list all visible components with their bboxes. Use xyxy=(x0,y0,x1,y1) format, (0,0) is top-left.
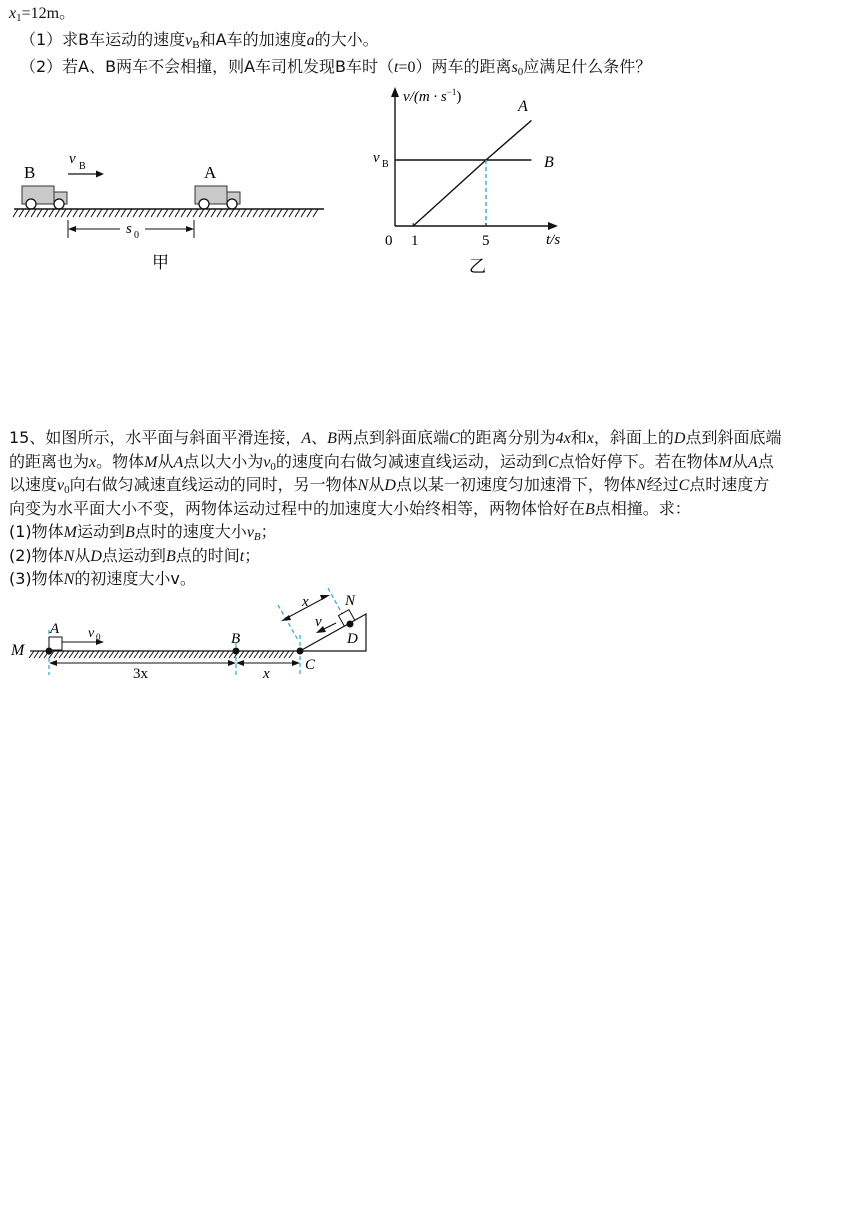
hatch-mark xyxy=(181,209,186,217)
q15-text-token: N xyxy=(635,477,647,494)
caption-yi: 乙 xyxy=(469,257,486,276)
q15-text-token: 0 xyxy=(270,460,276,473)
q15-text-token: 0 xyxy=(64,484,70,496)
hatch-mark xyxy=(104,651,109,658)
hatch-mark xyxy=(73,209,78,217)
hatch-mark xyxy=(139,651,144,658)
q15-row-4 xyxy=(9,498,849,522)
q15-text-token: v xyxy=(246,524,254,541)
vb-sub: B xyxy=(79,161,86,172)
label-v: v xyxy=(315,614,322,630)
q15-text-token: A xyxy=(747,453,758,471)
x-bottom-arrowhead-left xyxy=(236,660,244,666)
q15-ground-hatch xyxy=(29,651,294,658)
vb-label: v xyxy=(69,151,76,167)
label-n: N xyxy=(345,593,356,609)
q15-text-token: 从 xyxy=(368,475,385,494)
y-axis-arrowhead xyxy=(391,87,399,97)
hatch-mark xyxy=(244,651,249,658)
q15-text-token: 运动到 xyxy=(77,522,126,541)
hatch-mark xyxy=(61,209,66,217)
hatch-mark xyxy=(289,209,294,217)
q15-text-token: 。物体 xyxy=(96,451,145,471)
q15-text-token: (3)物体 xyxy=(9,569,64,588)
q15-text-token: 向右做匀减速直线运动的同时，另一物体 xyxy=(69,475,358,494)
hatch-mark xyxy=(284,651,289,658)
s0-sub: 0 xyxy=(134,230,139,241)
hatch-mark xyxy=(295,209,300,217)
hatch-mark xyxy=(199,209,204,217)
q15-row-1 xyxy=(9,427,849,451)
hatch-mark xyxy=(13,209,18,217)
hatch-mark xyxy=(219,651,224,658)
three-x-arrowhead-left xyxy=(49,660,57,666)
hatch-mark xyxy=(189,651,194,658)
label-m: M xyxy=(11,642,25,659)
hatch-mark xyxy=(129,651,134,658)
question-14-1: （1）求B车运动的速度$v_B$和A车的加速度a的大小。 xyxy=(20,30,379,51)
q15-text-token: (1)物体 xyxy=(9,522,64,541)
point-a xyxy=(46,648,53,655)
hatch-mark xyxy=(84,651,89,658)
q15-text-token: 、 xyxy=(311,428,328,447)
label-x-top: x xyxy=(302,594,309,610)
q15-text-token: 经过 xyxy=(646,475,679,494)
hatch-mark xyxy=(99,651,104,658)
q15-text-token: ； xyxy=(260,522,277,541)
hatch-mark xyxy=(229,209,234,217)
hatch-mark xyxy=(103,209,108,217)
q15-text-token: 的速度向右做匀减速直线运动，运动到 xyxy=(275,451,548,471)
q15-text-token: 点运动到 xyxy=(101,545,166,565)
q15-text-token: 的距离也为 xyxy=(9,451,90,471)
series-line-a xyxy=(413,120,531,226)
hatch-mark xyxy=(269,651,274,658)
q15-text-token: C xyxy=(547,453,559,471)
q15-text-token: 4x xyxy=(555,430,571,447)
hatch-mark xyxy=(25,209,30,217)
hatch-mark xyxy=(283,209,288,217)
car-b-icon xyxy=(22,186,67,209)
hatch-mark xyxy=(265,209,270,217)
q15-text-token: B xyxy=(585,500,595,518)
q15-text-token: D xyxy=(384,477,396,494)
hatch-mark xyxy=(271,209,276,217)
hatch-mark xyxy=(37,209,42,217)
s0-arrowhead-right xyxy=(186,226,194,232)
hatch-mark xyxy=(259,651,264,658)
hatch-mark xyxy=(115,209,120,217)
hatch-mark xyxy=(217,209,222,217)
q15-text-token: 的初速度大小v。 xyxy=(74,569,196,588)
figure-jia xyxy=(0,140,340,275)
car-a-label: A xyxy=(204,163,217,182)
hatch-mark xyxy=(223,209,228,217)
hatch-mark xyxy=(39,651,44,658)
hatch-mark xyxy=(69,651,74,658)
hatch-mark xyxy=(239,651,244,658)
point-b xyxy=(233,648,240,655)
hatch-mark xyxy=(85,209,90,217)
hatch-mark xyxy=(79,651,84,658)
hatch-mark xyxy=(235,209,240,217)
origin-label: 0 xyxy=(385,233,393,249)
y-axis-label-text: v/(m · s xyxy=(403,89,447,105)
hatch-mark xyxy=(209,651,214,658)
hatch-mark xyxy=(133,209,138,217)
s0-arrowhead-left xyxy=(68,226,76,232)
q15-sub-1 xyxy=(9,521,849,545)
hatch-mark xyxy=(204,651,209,658)
hatch-mark xyxy=(43,209,48,217)
hatch-mark xyxy=(154,651,159,658)
hatch-mark xyxy=(175,209,180,217)
label-c: C xyxy=(305,657,316,673)
q15-text-token: N xyxy=(63,547,75,565)
hatch-mark xyxy=(264,651,269,658)
hatch-mark xyxy=(79,209,84,217)
q15-text-token: 点时速度方 xyxy=(689,475,770,494)
hatch-mark xyxy=(157,209,162,217)
q15-text-token: 两点到斜面底端 xyxy=(336,428,449,447)
q15-text-token: 15、如图所示，水平面与斜面平滑连接， xyxy=(9,428,302,447)
label-v0: v xyxy=(88,626,95,641)
hatch-mark xyxy=(89,651,94,658)
hatch-mark xyxy=(174,651,179,658)
hatch-mark xyxy=(74,651,79,658)
s0-label: s xyxy=(126,221,132,237)
q15-text-token: B xyxy=(165,547,176,565)
hatch-mark xyxy=(249,651,254,658)
hatch-mark xyxy=(67,209,72,217)
hatch-mark xyxy=(184,651,189,658)
hatch-mark xyxy=(313,209,318,217)
q15-text-token: 从 xyxy=(157,451,174,471)
hatch-mark xyxy=(241,209,246,217)
hatch-mark xyxy=(277,209,282,217)
hatch-mark xyxy=(55,209,60,217)
x-axis-arrowhead xyxy=(548,222,558,230)
hatch-mark xyxy=(149,651,154,658)
label-d: D xyxy=(347,631,358,647)
q15-text-token: A xyxy=(301,430,312,447)
q15-text-token: 点以某一初速度匀加速滑下，物体 xyxy=(395,475,636,494)
q15-text-token: x xyxy=(586,430,594,447)
q15-text-token: v xyxy=(57,477,65,494)
hatch-mark xyxy=(259,209,264,217)
q15-text-token: B xyxy=(327,430,337,447)
hatch-mark xyxy=(289,651,294,658)
hatch-mark xyxy=(193,209,198,217)
hatch-mark xyxy=(307,209,312,217)
hatch-mark xyxy=(94,651,99,658)
hatch-mark xyxy=(97,209,102,217)
hatch-mark xyxy=(169,651,174,658)
hatch-mark xyxy=(151,209,156,217)
q15-text-token: t xyxy=(239,547,245,565)
q15-text-token: D xyxy=(673,430,686,447)
hatch-mark xyxy=(274,651,279,658)
hatch-mark xyxy=(109,209,114,217)
q15-text-token: 的距离分别为 xyxy=(459,428,556,447)
q15-text-token: M xyxy=(63,524,77,541)
vt-marks xyxy=(395,120,532,226)
hatch-mark xyxy=(211,209,216,217)
hatch-mark xyxy=(119,651,124,658)
q15-text-token: M xyxy=(718,453,732,471)
label-three-x-text: 3x xyxy=(133,666,148,682)
label-a: A xyxy=(50,621,60,637)
hatch-mark xyxy=(29,651,34,658)
q15-text-token: A xyxy=(173,453,184,471)
hatch-mark xyxy=(163,209,168,217)
q15-text-token: ，斜面上的 xyxy=(593,428,674,447)
point-d xyxy=(347,621,354,628)
hatch-mark xyxy=(214,651,219,658)
hatch-mark xyxy=(169,209,174,217)
label-b: B xyxy=(231,631,241,647)
q15-text-token: 点时的速度大小 xyxy=(134,522,247,541)
q15-text-token: 从 xyxy=(74,545,91,565)
q15-text-token: ； xyxy=(244,545,261,565)
hatch-mark xyxy=(127,209,132,217)
q15-row-2 xyxy=(9,451,849,475)
q15-text-token: 和 xyxy=(570,428,587,447)
q15-text-token: N xyxy=(63,571,75,588)
ground-hatch xyxy=(13,209,318,217)
vb-axis-label: v xyxy=(373,150,380,166)
guide-c-perp xyxy=(278,605,298,640)
hatch-mark xyxy=(124,651,129,658)
line-b-label: B xyxy=(544,154,554,171)
q15-text-token: 向变为水平面大小不变，两物体运动过程中的加速度大小始终相等，两物体恰好在 xyxy=(9,498,586,518)
x-axis-label: t/s xyxy=(546,232,561,248)
q15-text-token: 点相撞。求： xyxy=(594,498,691,518)
q15-text-token: v xyxy=(263,453,271,471)
x-bottom-arrowhead-right xyxy=(292,660,300,666)
hatch-mark xyxy=(49,209,54,217)
hatch-mark xyxy=(64,651,69,658)
car-b-label: B xyxy=(24,163,36,182)
hatch-mark xyxy=(194,651,199,658)
vb-axis-sub: B xyxy=(382,159,389,170)
hatch-mark xyxy=(224,651,229,658)
given-x1: $x_1=12m$。 xyxy=(9,5,76,24)
hatch-mark xyxy=(247,209,252,217)
q15-text-token: 点恰好停下。若在物体 xyxy=(558,451,719,471)
q15-text-token: C xyxy=(678,477,690,494)
q15-text-token: (2)物体 xyxy=(9,545,64,565)
q15-text-token: D xyxy=(90,547,102,565)
hatch-mark xyxy=(199,651,204,658)
hatch-mark xyxy=(59,651,64,658)
hatch-mark xyxy=(114,651,119,658)
q15-sub-2 xyxy=(9,545,849,569)
hatch-mark xyxy=(254,651,259,658)
q15-text-token: 点到斜面底端 xyxy=(685,428,782,447)
caption-jia: 甲 xyxy=(152,253,169,272)
figure-q15 xyxy=(0,585,380,685)
q15-text-token: 点以大小为 xyxy=(183,451,264,471)
y-axis-close: ) xyxy=(456,89,462,105)
q15-text-token: B xyxy=(125,524,135,541)
label-x-bottom: x xyxy=(263,666,270,682)
hatch-mark xyxy=(134,651,139,658)
vb-arrowhead xyxy=(96,171,104,178)
q15-text-token: 从 xyxy=(731,451,748,471)
question-14-2: （2）若A、B两车不会相撞，则A车司机发现B车时（t=0）两车的距离$s_0$应满足什么条件？ xyxy=(20,57,652,78)
tick-label-1: 1 xyxy=(411,233,419,249)
hatch-mark xyxy=(253,209,258,217)
hatch-mark xyxy=(19,209,24,217)
q15-text-token: B xyxy=(253,531,261,543)
tick-label-5: 5 xyxy=(482,233,490,249)
label-v0-sub: 0 xyxy=(96,632,101,642)
hatch-mark xyxy=(205,209,210,217)
point-c xyxy=(297,648,304,655)
three-x-arrowhead-right xyxy=(228,660,236,666)
hatch-mark xyxy=(145,209,150,217)
hatch-mark xyxy=(144,651,149,658)
hatch-mark xyxy=(34,651,39,658)
car-a-icon xyxy=(195,186,240,209)
y-axis-exponent: −1 xyxy=(446,87,457,97)
x-top-arrowhead-left xyxy=(281,615,291,621)
q15-text-token: C xyxy=(448,430,460,447)
q15-text-token: M xyxy=(144,453,158,471)
hatch-mark xyxy=(31,209,36,217)
hatch-mark xyxy=(279,651,284,658)
line-a-label: A xyxy=(518,98,528,115)
label-three-x xyxy=(133,666,149,682)
block-m-icon xyxy=(49,637,62,650)
hatch-mark xyxy=(164,651,169,658)
hatch-mark xyxy=(301,209,306,217)
q15-text-token: 点 xyxy=(757,451,774,471)
q15-row-3 xyxy=(9,474,849,498)
hatch-mark xyxy=(159,651,164,658)
figure-yi-vt-graph xyxy=(360,82,590,277)
hatch-mark xyxy=(91,209,96,217)
q15-text-token: 以速度 xyxy=(9,475,58,494)
hatch-mark xyxy=(179,651,184,658)
question-15 xyxy=(9,427,849,592)
hatch-mark xyxy=(187,209,192,217)
hatch-mark xyxy=(139,209,144,217)
hatch-mark xyxy=(121,209,126,217)
y-axis-label xyxy=(403,87,461,105)
hatch-mark xyxy=(54,651,59,658)
q15-text-token: 点的时间 xyxy=(175,545,240,565)
hatch-mark xyxy=(109,651,114,658)
q15-text-token: N xyxy=(357,477,369,494)
q15-text-token: x xyxy=(89,453,97,471)
